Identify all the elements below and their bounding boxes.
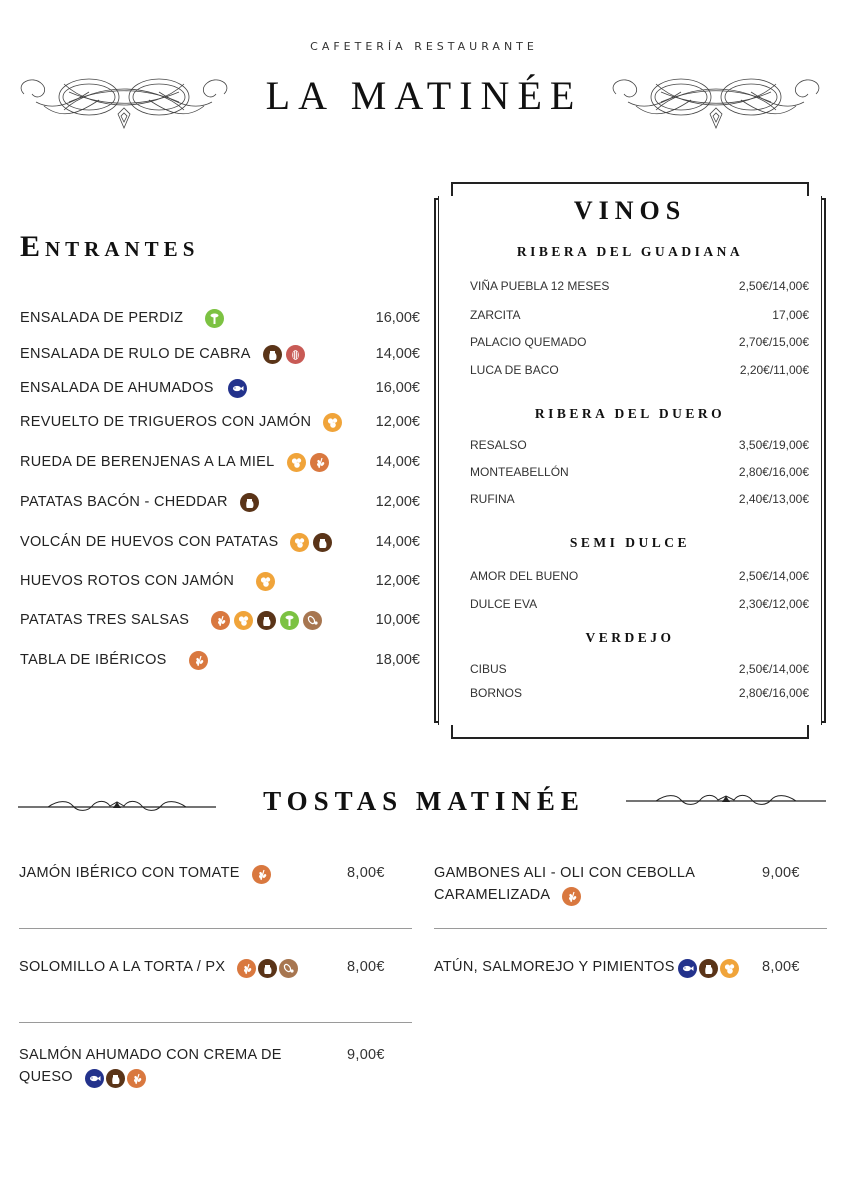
allergen-icons: [678, 959, 739, 978]
dairy-allergen-icon: [258, 959, 277, 978]
menu-item-price: 10,00€: [375, 612, 420, 628]
tosta-item: [19, 862, 407, 884]
dairy-allergen-icon: [257, 611, 276, 630]
gluten-allergen-icon: [211, 611, 230, 630]
wine-price: 2,80€/16,00€: [738, 686, 809, 700]
dairy-allergen-icon: [699, 959, 718, 978]
menu-item-name: ENSALADA DE PERDIZ: [20, 310, 184, 326]
wine-item: [470, 277, 809, 295]
tosta-name-line2: QUESO: [19, 1069, 73, 1085]
menu-item-name: RUEDA DE BERENJENAS A LA MIEL: [20, 454, 275, 470]
allergen-icons: [252, 865, 271, 884]
tosta-item: [19, 1044, 407, 1088]
molluscs-allergen-icon: [286, 345, 305, 364]
allergen-icons: [256, 572, 275, 591]
menu-item: [20, 376, 420, 400]
wine-name: RUFINA: [470, 492, 515, 506]
gluten-allergen-icon: [189, 651, 208, 670]
wine-price: 2,80€/16,00€: [738, 465, 809, 479]
wine-price: 17,00€: [772, 308, 809, 322]
tosta-item: [434, 956, 822, 978]
fish-allergen-icon: [678, 959, 697, 978]
allergen-icons: [290, 533, 332, 552]
wine-item: [470, 361, 809, 379]
menu-item: [20, 648, 420, 672]
menu-item: [20, 306, 420, 330]
wine-item: [470, 490, 809, 508]
wine-item: [470, 684, 809, 702]
nuts-allergen-icon: [303, 611, 322, 630]
menu-item: [20, 569, 420, 593]
separator-line: [19, 928, 412, 929]
menu-item-name: PATATAS TRES SALSAS: [20, 612, 190, 628]
tosta-price: 9,00€: [762, 865, 800, 881]
menu-item-price: 12,00€: [375, 494, 420, 510]
menu-item-price: 16,00€: [375, 380, 420, 396]
menu-item: [20, 490, 420, 514]
wine-price: 2,40€/13,00€: [738, 492, 809, 506]
wine-price: 2,20€/11,00€: [739, 363, 809, 377]
wine-item: [470, 567, 809, 585]
wine-price: 2,70€/15,00€: [738, 335, 809, 349]
tosta-price: 8,00€: [347, 865, 385, 881]
celery-allergen-icon: [280, 611, 299, 630]
nuts-allergen-icon: [279, 959, 298, 978]
menu-item-name: ENSALADA DE AHUMADOS: [20, 380, 214, 396]
menu-item-name: TABLA DE IBÉRICOS: [20, 652, 167, 668]
allergen-icons: [237, 959, 298, 978]
allergen-icons: [562, 887, 581, 906]
menu-item-name: PATATAS BACÓN - CHEDDAR: [20, 494, 228, 510]
wine-price: 2,50€/14,00€: [738, 569, 809, 583]
tosta-name: JAMÓN IBÉRICO CON TOMATE: [19, 865, 240, 881]
tostas-heading: TOSTAS MATINÉE: [263, 786, 585, 816]
eggs-allergen-icon: [256, 572, 275, 591]
tosta-price: 8,00€: [762, 959, 800, 975]
separator-line: [19, 1022, 412, 1023]
tosta-price: 9,00€: [347, 1047, 385, 1063]
flourish-ornament-icon: [14, 72, 234, 134]
menu-item: [20, 342, 420, 366]
menu-item-name: HUEVOS ROTOS CON JAMÓN: [20, 573, 235, 589]
eggs-allergen-icon: [720, 959, 739, 978]
wine-name: DULCE EVA: [470, 597, 538, 611]
wine-name: AMOR DEL BUENO: [470, 569, 579, 583]
restaurant-subtitle: CAFETERÍA RESTAURANTE: [310, 40, 538, 53]
wine-name: RESALSO: [470, 438, 527, 452]
gluten-allergen-icon: [127, 1069, 146, 1088]
gluten-allergen-icon: [237, 959, 256, 978]
wine-item: [470, 595, 809, 613]
wine-item: [470, 436, 809, 454]
wine-region-heading: RIBERA DEL GUADIANA: [516, 244, 744, 259]
separator-line: [434, 928, 827, 929]
menu-item-name: VOLCÁN DE HUEVOS CON PATATAS: [20, 534, 279, 550]
vinos-heading: VINOS: [573, 196, 687, 225]
wine-name: CIBUS: [470, 662, 507, 676]
menu-item: [20, 608, 420, 632]
wine-region-heading: RIBERA DEL DUERO: [534, 406, 726, 421]
allergen-icons: [211, 611, 322, 630]
menu-item-price: 14,00€: [375, 454, 420, 470]
menu-item: [20, 410, 420, 434]
tosta-item: [19, 956, 407, 978]
wine-name: LUCA DE BACO: [470, 363, 559, 377]
tosta-price: 8,00€: [347, 959, 385, 975]
wine-name: ZARCITA: [470, 308, 521, 322]
allergen-icons: [323, 413, 342, 432]
gluten-allergen-icon: [310, 453, 329, 472]
menu-item-price: 12,00€: [375, 573, 420, 589]
tosta-name-line2: CARAMELIZADA: [434, 887, 551, 903]
menu-item-price: 18,00€: [375, 652, 420, 668]
dairy-allergen-icon: [313, 533, 332, 552]
eggs-allergen-icon: [323, 413, 342, 432]
wine-item: [470, 463, 809, 481]
wine-name: BORNOS: [470, 686, 523, 700]
entrantes-heading: Entrantes: [20, 230, 200, 263]
allergen-icons: [228, 379, 247, 398]
tosta-name: SOLOMILLO A LA TORTA / PX: [19, 959, 226, 975]
wine-item: [470, 306, 809, 324]
wine-item: [470, 660, 809, 678]
allergen-icons: [205, 309, 224, 328]
eggs-allergen-icon: [290, 533, 309, 552]
menu-item-name: ENSALADA DE RULO DE CABRA: [20, 346, 251, 362]
eggs-allergen-icon: [234, 611, 253, 630]
allergen-icons: [240, 493, 259, 512]
tosta-item: [434, 862, 822, 906]
wine-price: 2,50€/14,00€: [738, 662, 809, 676]
menu-item-price: 14,00€: [375, 346, 420, 362]
tosta-name: ATÚN, SALMOREJO Y PIMIENTOS: [434, 959, 675, 975]
allergen-icons: [189, 651, 208, 670]
tosta-name-line1: SALMÓN AHUMADO CON CREMA DE: [19, 1047, 282, 1063]
tosta-name-line1: GAMBONES ALI - OLI CON CEBOLLA: [434, 865, 696, 881]
eggs-allergen-icon: [287, 453, 306, 472]
menu-item-name: REVUELTO DE TRIGUEROS CON JAMÓN: [20, 414, 312, 430]
divider-ornament-icon: [626, 792, 826, 808]
allergen-icons: [287, 453, 329, 472]
dairy-allergen-icon: [106, 1069, 125, 1088]
gluten-allergen-icon: [252, 865, 271, 884]
flourish-ornament-icon: [606, 72, 826, 134]
menu-item: [20, 530, 420, 554]
allergen-icons: [263, 345, 305, 364]
wine-name: PALACIO QUEMADO: [470, 335, 587, 349]
menu-item-price: 12,00€: [375, 414, 420, 430]
wine-name: MONTEABELLÓN: [470, 465, 569, 479]
dairy-allergen-icon: [240, 493, 259, 512]
wine-price: 3,50€/19,00€: [738, 438, 809, 452]
allergen-icons: [85, 1069, 146, 1088]
wine-name: VIÑA PUEBLA 12 MESES: [470, 279, 610, 293]
celery-allergen-icon: [205, 309, 224, 328]
restaurant-title: LA MATINÉE: [265, 73, 583, 118]
dairy-allergen-icon: [263, 345, 282, 364]
gluten-allergen-icon: [562, 887, 581, 906]
wine-item: [470, 333, 809, 351]
wine-price: 2,30€/12,00€: [738, 597, 809, 611]
menu-item-price: 14,00€: [375, 534, 420, 550]
menu-item-price: 16,00€: [375, 310, 420, 326]
fish-allergen-icon: [228, 379, 247, 398]
wine-region-heading: VERDEJO: [585, 630, 675, 645]
fish-allergen-icon: [85, 1069, 104, 1088]
menu-item: [20, 450, 420, 474]
wine-price: 2,50€/14,00€: [738, 279, 809, 293]
wine-region-heading: SEMI DULCE: [569, 535, 691, 550]
